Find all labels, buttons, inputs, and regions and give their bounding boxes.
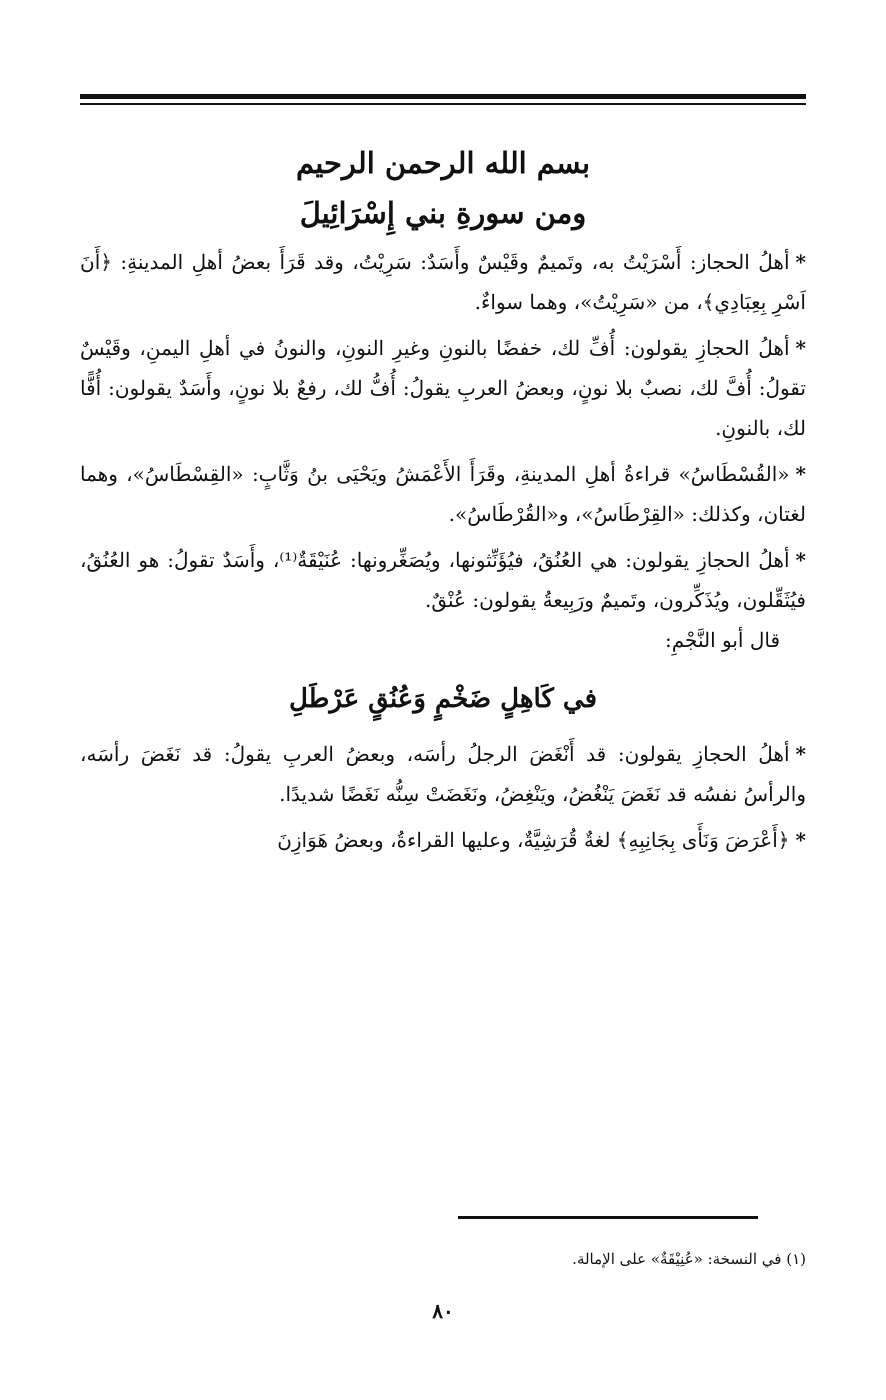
bullet-star: * <box>795 336 806 360</box>
basmala-heading: بسم الله الرحمن الرحيم <box>295 146 591 180</box>
paragraph-text: «القُسْطَاسُ» قراءةُ أهلِ المدينةِ، وقَرَأَ الأَعْمَشُ ويَحْيَى بنُ وَثَّابٍ: «القِسْطَاسُ»، وهما لغتان، وكذلك: «القِرْطَاسُ»، و«القُرْطَاسُ». <box>80 462 806 526</box>
paragraph <box>80 820 806 860</box>
bullet-star: * <box>795 742 806 766</box>
paragraph-text: أهلُ الحجازِ يقولون: قد أَنْغَضَ الرجلُ رأسَه، وبعضُ العربِ يقولُ: قد نَغَضَ رأسَه، والرأسُ نفسُه قد نَغَضَ يَنْغُضُ، ويَنْغِضُ، ونَغَضَتْ سِنُّه نَغَضًا شديدًا. <box>80 742 806 806</box>
header-rule-thin <box>80 103 806 105</box>
paragraph-text: أهلُ الحجاز: أَسْرَيْتُ به، وتَميمٌ وقَيْسٌ وأَسَدٌ: سَرِيْتُ، وقد قَرَأَ بعضُ أهلِ المدينةِ: ﴿أَنَ اَسْرِ بِعِبَادِي﴾، من «سَرِيْتُ»، وهما سواءٌ. <box>80 250 806 314</box>
surah-heading: ومن سورةِ بني إِسْرَائِيلَ <box>299 196 587 230</box>
page-content <box>80 140 806 866</box>
bullet-star: * <box>795 548 806 572</box>
paragraph-text: أهلُ الحجازِ يقولون: أُفِّ لك، خفضًا بالنونِ وغيرِ النونِ، والنونُ في أهلِ اليمنِ، وقَيْسٌ تقولُ: أُفَّ لك، نصبٌ بلا نونٍ، وبعضُ العربِ يقولُ: أُفُّ لك، رفعٌ بلا نونٍ، وأَسَدٌ يقولون: أُفًّا لك، بالنونِ. <box>80 336 806 440</box>
bullet-star: * <box>795 462 806 486</box>
poetry-verse: في كَاهِلٍ ضَخْمٍ وَعُنُقٍ عَرْطَلِ <box>288 684 597 714</box>
footnote: (١) في النسخة: «عُنِيْقَةٌ» على الإمالة. <box>572 1250 806 1268</box>
poet-intro: قال أبو النَّجْمِ: <box>665 628 780 652</box>
bullet-star: * <box>795 250 806 274</box>
paragraph-text: أهلُ الحجازِ يقولون: هي العُنُقُ، فيُؤَنِّثونها، ويُصَغِّرونها: عُنَيْقَةٌ⁽¹⁾، وأَسَدٌ تقولُ: هو العُنُقُ، فيُثَقِّلون، ويُذَكِّرون، وتَميمٌ ورَبِيعةُ يقولون: عُنْقٌ. <box>80 548 806 612</box>
paragraph <box>80 242 806 322</box>
paragraph <box>80 454 806 534</box>
paragraph <box>80 734 806 814</box>
page-number: ٨٠ <box>432 1299 454 1323</box>
footnote-separator <box>458 1216 758 1219</box>
paragraph <box>80 540 806 620</box>
header-rule-thick <box>80 94 806 99</box>
paragraph <box>80 328 806 448</box>
bullet-star: * <box>795 828 806 852</box>
paragraph-text: ﴿أَعْرَضَ وَنَأَى بِجَانِبِهِ﴾ لغةٌ قُرَشِيَّةٌ، وعليها القراءةُ، وبعضُ هَوَازِنَ <box>277 828 790 852</box>
